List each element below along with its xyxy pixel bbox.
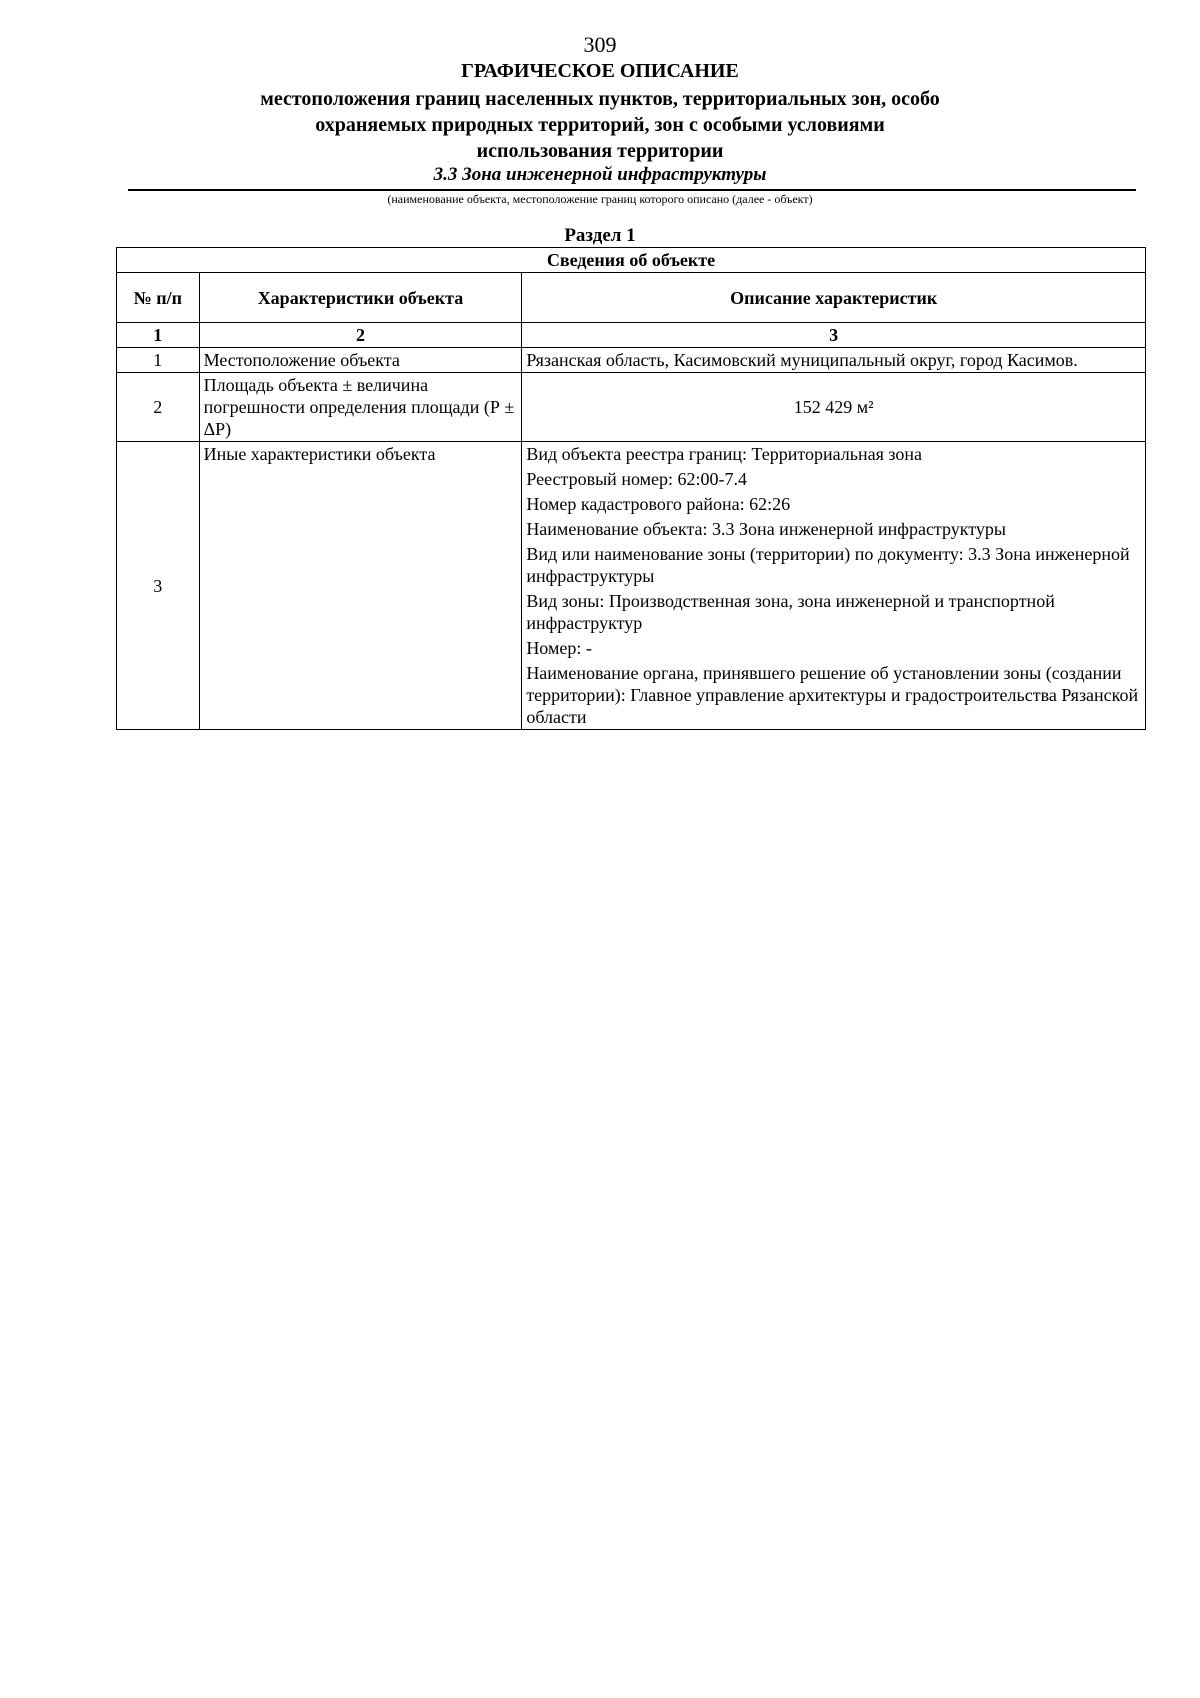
property-item: Номер: - [526, 638, 592, 658]
document-title: ГРАФИЧЕСКОЕ ОПИСАНИЕ [461, 60, 739, 82]
page-number: 309 [583, 32, 617, 57]
row-characteristic: Местоположение объекта [199, 348, 522, 373]
row-characteristic: Площадь объекта ± величина погрешности определения площади (Р ± ΔР) [199, 373, 522, 442]
property-item: Реестровый номер: 62:00-7.4 [526, 469, 747, 489]
property-item: Наименование органа, принявшего решение об установлении зоны (создании территории): Главное управление архитектуры и градостроительства Рязанской области [526, 663, 1139, 727]
property-item: Вид или наименование зоны (территории) по документу: 3.3 Зона инженерной инфраструктуры [526, 544, 1130, 586]
row-description: Рязанская область, Касимовский муниципальный округ, город Касимов. [522, 348, 1146, 373]
row-number: 2 [117, 373, 200, 442]
property-item: Вид зоны: Производственная зона, зона инженерной и транспортной инфраструктур [526, 591, 1055, 633]
object-name-caption: (наименование объекта, местоположение границ которого описано (далее - объект) [387, 192, 813, 206]
row-number: 3 [117, 442, 200, 730]
column-header-number: № п/п [117, 273, 200, 323]
row-description-list [522, 442, 1146, 730]
object-info-table [116, 247, 1146, 730]
table-row [117, 373, 1146, 442]
property-item: Вид объекта реестра границ: Территориальная зона [526, 444, 923, 464]
section-title: Раздел 1 [564, 225, 636, 246]
column-number: 1 [117, 323, 200, 348]
document-subtitle: местоположения границ населенных пунктов, территориальных зон, особо охраняемых природных территорий, зон с особыми условиями использования территории [260, 88, 940, 162]
row-description: 152 429 м² [522, 373, 1146, 442]
row-characteristic: Иные характеристики объекта [199, 442, 522, 730]
property-item: Наименование объекта: 3.3 Зона инженерной инфраструктуры [526, 519, 1007, 539]
table-row [117, 442, 1146, 730]
column-header-characteristic: Характеристики объекта [199, 273, 522, 323]
column-number: 3 [522, 323, 1146, 348]
object-name-underline [128, 189, 1136, 191]
column-number: 2 [199, 323, 522, 348]
property-item: Номер кадастрового района: 62:26 [526, 494, 791, 514]
table-title: Сведения об объекте [117, 248, 1146, 273]
table-row [117, 348, 1146, 373]
row-number: 1 [117, 348, 200, 373]
column-header-description: Описание характеристик [522, 273, 1146, 323]
object-name: 3.3 Зона инженерной инфраструктуры [433, 164, 767, 185]
